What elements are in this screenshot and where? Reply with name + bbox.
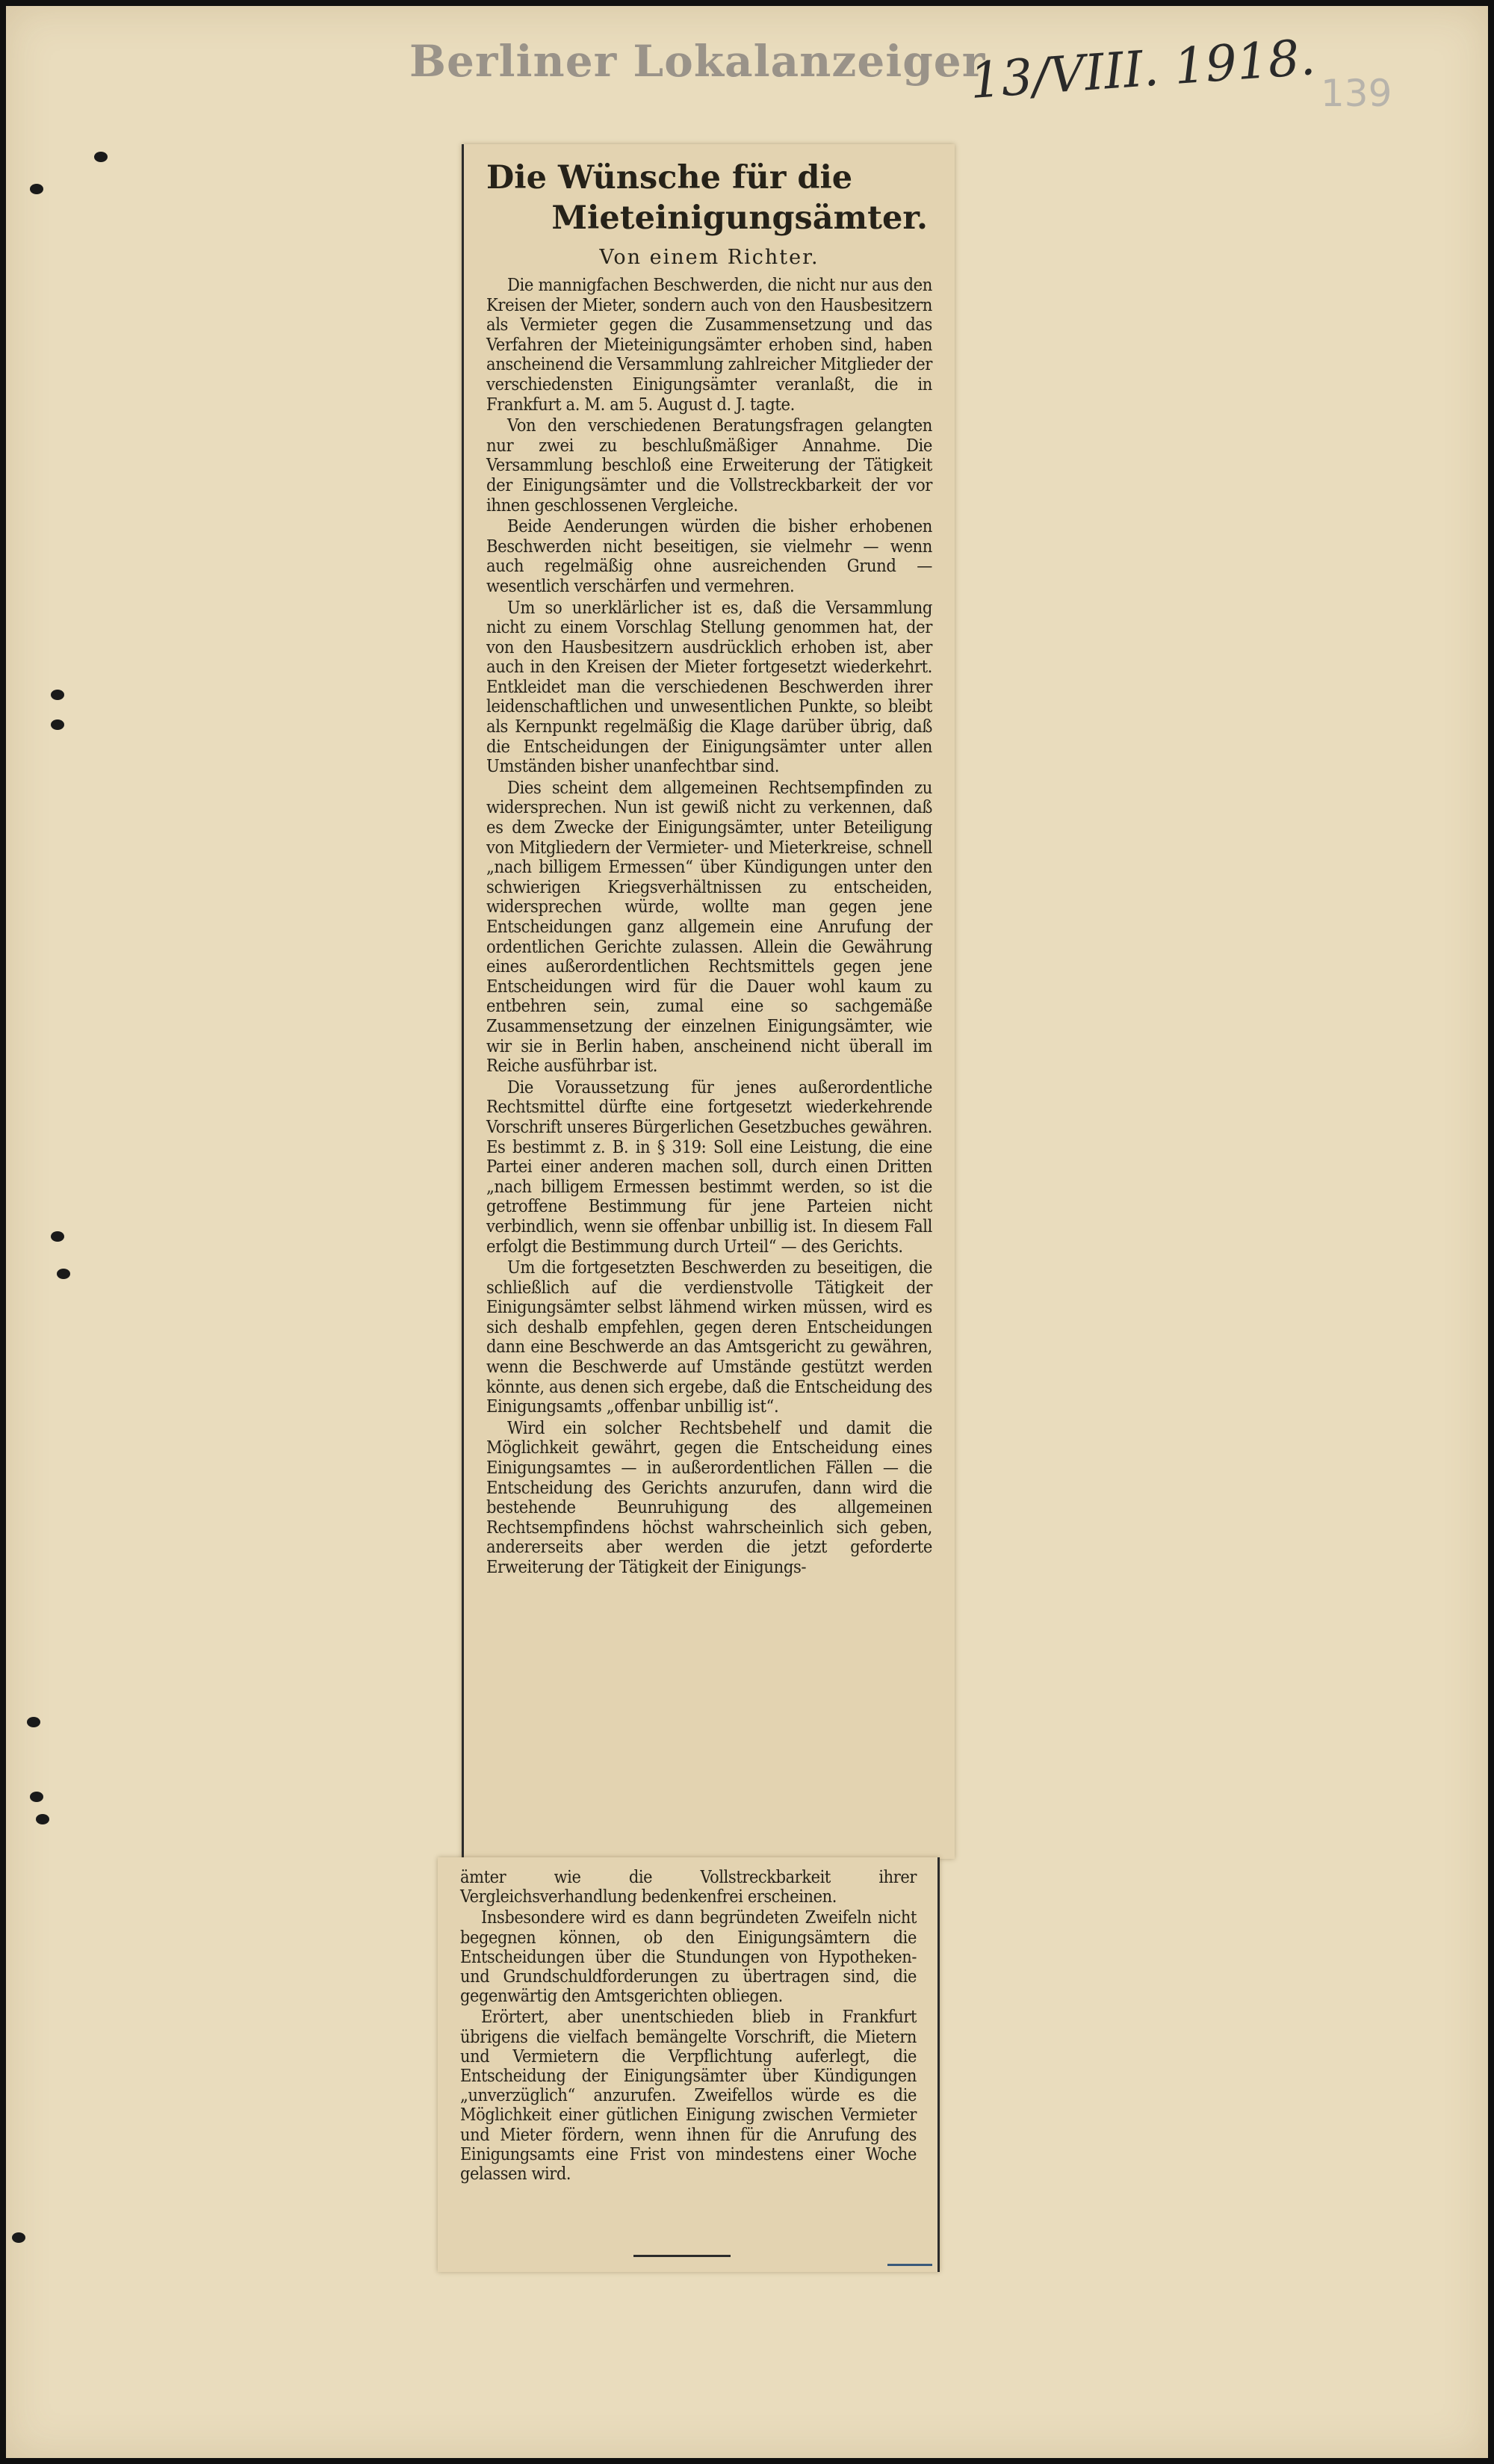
binding-hole (94, 152, 108, 162)
binding-hole (30, 184, 43, 194)
article-title-line-1: Die Wünsche für die (486, 159, 853, 196)
newspaper-stamp: Berliner Lokalanzeiger (409, 36, 986, 87)
handwritten-date: 13/VIII. 1918. (967, 28, 1318, 111)
binding-hole (36, 1814, 49, 1824)
binding-hole (51, 719, 64, 730)
article-paragraph: Von den verschiedenen Beratungsfragen gelangten nur zwei zu beschlußmäßiger Annahme. Die Versammlung beschloß eine Erweiterung der Tätigkeit der Einigungsämter und die Vollstreckbarkeit der vor ihnen geschlossenen Vergleiche. (486, 415, 932, 516)
article-clipping (462, 144, 955, 1859)
article-paragraph: Wird ein solcher Rechtsbehelf und damit die Möglichkeit gewährt, gegen die Entscheidung eines Einigungsamtes — in außerordentlichen Fällen — die Entscheidung des Gerichts anzurufen, dann wird die bestehende Beunruhigung des allgemeinen Rechtsempfindens höchst wahrscheinlich sich geben, andererseits aber werden die jetzt geforderte Erweiterung der Tätigkeit der Einigungs- (486, 1417, 932, 1577)
binding-hole (51, 690, 64, 700)
archive-sheet (6, 6, 1488, 2458)
binding-hole (57, 1269, 70, 1279)
continuation-paragraph: Erörtert, aber unentschieden blieb in Frankfurt übrigens die vielfach bemängelte Vorschrift, die Mietern und Vermietern die Verpflichtung auferlegt, die Entscheidung der Einigungsämter über Kündigungen „unverzüglich“ anzurufen. Zweifellos würde es die Möglichkeit einer gütlichen Einigung zwischen Vermieter und Mieter fördern, wenn ihnen für die Anrufung des Einigungsamts eine Frist von mindestens einer Woche gelassen wird. (460, 2007, 917, 2185)
binding-hole (51, 1231, 64, 1242)
end-rule (887, 2264, 932, 2266)
article-paragraph: Beide Aenderungen würden die bisher erhobenen Beschwerden nicht beseitigen, sie vielmehr — wenn auch regelmäßig ohne ausreichenden Grund — wesentlich verschärfen und vermehren. (486, 516, 932, 596)
article-paragraph: Dies scheint dem allgemeinen Rechtsempfinden zu widersprechen. Nun ist gewiß nicht zu verkennen, daß es dem Zwecke der Einigungsämter, unter Beteiligung von Mitgliedern der Vermieter- und Mieterkreise, schnell „nach billigem Ermessen“ über Kündigungen unter den schwierigen Kriegsverhältnissen zu entscheiden, widersprechen würde, wollte man gegen jene Entscheidungen ganz allgemein eine Anrufung der ordentlichen Gerichte zulassen. Allein die Gewährung eines außerordentlichen Rechtsmittels gegen jene Entscheidungen wird für die Dauer wohl kaum zu entbehren sein, zumal eine so sachgemäße Zusammensetzung der einzelnen Einigungsämter, wie wir sie in Berlin haben, anscheinend nicht überall im Reiche ausführbar ist. (486, 776, 932, 1077)
article-continuation-clipping (438, 1857, 940, 2272)
article-paragraph: Um die fortgesetzten Beschwerden zu beseitigen, die schließlich auf die verdienstvolle Tätigkeit der Einigungsämter selbst lähmend wirken müssen, wird es sich deshalb empfehlen, gegen deren Entscheidungen dann eine Beschwerde an das Amtsgericht zu gewähren, wenn die Beschwerde auf Umstände gestützt werden könnte, aus denen sich ergebe, daß die Entscheidung des Einigungsamts „offenbar unbillig ist“. (486, 1257, 932, 1417)
article-paragraph: Die mannigfachen Beschwerden, die nicht nur aus den Kreisen der Mieter, sondern auch von den Hausbesitzern als Vermieter gegen die Zusammensetzung und das Verfahren der Mieteinigungsämter erhoben sind, haben anscheinend die Versammlung zahlreicher Mitglieder der verschiedensten Einigungsämter veranlaßt, die in Frankfurt a. M. am 5. August d. J. tagte. (486, 274, 932, 415)
article-title-line-2: Mieteinigungsämter. (551, 199, 928, 237)
continuation-paragraph: ämter wie die Vollstreckbarkeit ihrer Vergleichsverhandlung bedenkenfrei erscheinen. (460, 1867, 917, 1907)
page-number: 139 (1321, 72, 1392, 115)
binding-hole (27, 1717, 40, 1727)
end-rule (633, 2255, 731, 2257)
binding-hole (12, 2232, 25, 2243)
article-byline: Von einem Richter. (599, 246, 819, 269)
binding-hole (30, 1792, 43, 1802)
article-paragraph: Um so unerklärlicher ist es, daß die Versammlung nicht zu einem Vorschlag Stellung genommen hat, der von den Hausbesitzern ausdrücklich erhoben ist, aber auch in den Kreisen der Mieter fortgesetzt wiederkehrt. Entkleidet man die verschiedenen Beschwerden ihrer leidenschaftlichen und unwesentlichen Punkte, so bleibt als Kernpunkt regelmäßig die Klage darüber übrig, daß die Entscheidungen der Einigungsämter unter allen Umständen bisher unanfechtbar sind. (486, 596, 932, 777)
continuation-paragraph: Insbesondere wird es dann begründeten Zweifeln nicht begegnen können, ob den Einigungsämtern die Entscheidungen über die Stundungen von Hypotheken- und Grundschuldforderungen zu übertragen sind, die gegenwärtig den Amtsgerichten obliegen. (460, 1907, 917, 2007)
article-paragraph: Die Voraussetzung für jenes außerordentliche Rechtsmittel dürfte eine fortgesetzt wiederkehrende Vorschrift unseres Bürgerlichen Gesetzbuches gewähren. Es bestimmt z. B. in § 319: Soll eine Leistung, die eine Partei einer anderen machen soll, durch einen Dritten „nach billigem Ermessen bestimmt werden, so ist die getroffene Bestimmung für jene Parteien nicht verbindlich, wenn sie offenbar unbillig ist. In diesem Fall erfolgt die Bestimmung durch Urteil“ — des Gerichts. (486, 1076, 932, 1257)
